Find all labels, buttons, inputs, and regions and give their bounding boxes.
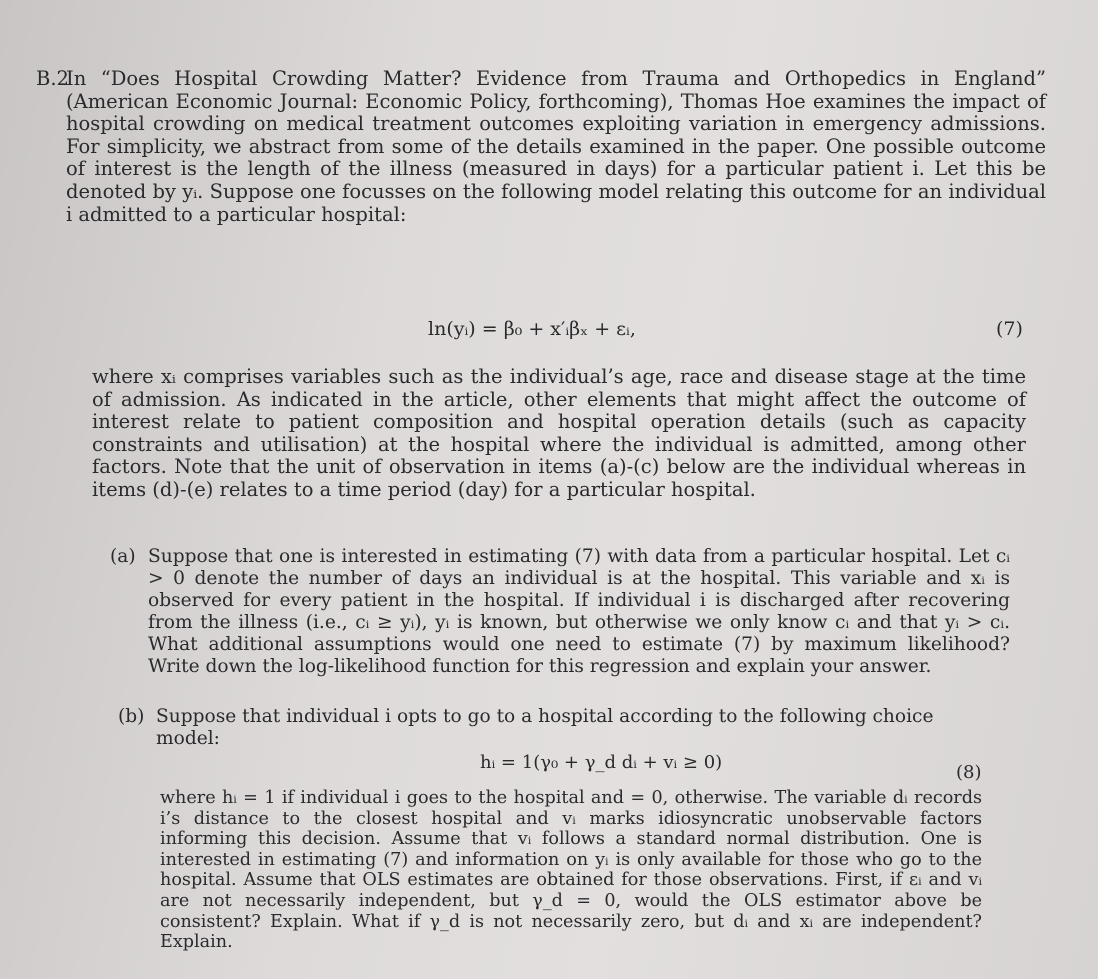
equation-8: hᵢ = 1(γ₀ + γ_d dᵢ + vᵢ ≥ 0) [480, 752, 723, 773]
equation-8-label: (8) [956, 762, 982, 783]
problem-number: B.2 [36, 67, 69, 90]
paragraph-model-description: where xᵢ comprises variables such as the individual’s age, race and disease stage at the time of admission. As indicated in the article, other elements that might affect the outcome of interest relate to patient composition and hospital operation details (such as capacity constraints and utilisation) at the hospital where the individual is admitted, among other factors. Note that the unit of observation in items (a)-(c) below are the individual whereas in items (d)-(e) relates to a time period (day) for a particular hospital. [92, 365, 1026, 501]
item-a-label: (a) [110, 546, 136, 567]
item-b-label: (b) [118, 706, 145, 727]
item-a [110, 546, 1010, 678]
item-b [118, 706, 998, 750]
equation-7-label: (7) [996, 318, 1023, 340]
item-a-text: Suppose that one is interested in estimating (7) with data from a particular hospital. Let cᵢ > 0 denote the number of days an individual is at the hospital. This variable and xᵢ is observed for every patient in the hospital. If individual i is discharged after recovering from the illness (i.e., cᵢ ≥ yᵢ), yᵢ is known, but otherwise we only know cᵢ and that yᵢ > cᵢ. What additional assumptions would one need to estimate (7) by maximum likelihood? Write down the log-likelihood function for this regression and explain your answer. [148, 546, 1010, 677]
item-b-paragraph: where hᵢ = 1 if individual i goes to the hospital and = 0, otherwise. The variable dᵢ records i’s distance to the closest hospital and vᵢ marks idiosyncratic unobservable factors informing this decision. Assume that vᵢ follows a standard normal distribution. One is interested in estimating (7) and information on yᵢ is only available for those who go to the hospital. Assume that OLS estimates are obtained for those observations. First, if εᵢ and vᵢ are not necessarily independent, but γ_d = 0, would the OLS estimator above be consistent? Explain. What if γ_d is not necessarily zero, but dᵢ and xᵢ are independent? Explain. [160, 788, 982, 953]
problem-intro [36, 68, 1046, 226]
equation-7: ln(yᵢ) = β₀ + x′ᵢβₓ + εᵢ, [428, 318, 636, 340]
item-b-text: Suppose that individual i opts to go to a hospital according to the following choice model: [156, 706, 934, 749]
problem-intro-text: In “Does Hospital Crowding Matter? Evidence from Trauma and Orthopedics in England” (American Economic Journal: Economic Policy, forthcoming), Thomas Hoe examines the impact of hospital crowding on medical treatment outcomes exploiting variation in emergency admissions. For simplicity, we abstract from some of the details examined in the paper. One possible outcome of interest is the length of the illness (measured in days) for a particular patient i. Let this be denoted by yᵢ. Suppose one focusses on the following model relating this outcome for an individual i admitted to a particular hospital: [66, 67, 1046, 226]
